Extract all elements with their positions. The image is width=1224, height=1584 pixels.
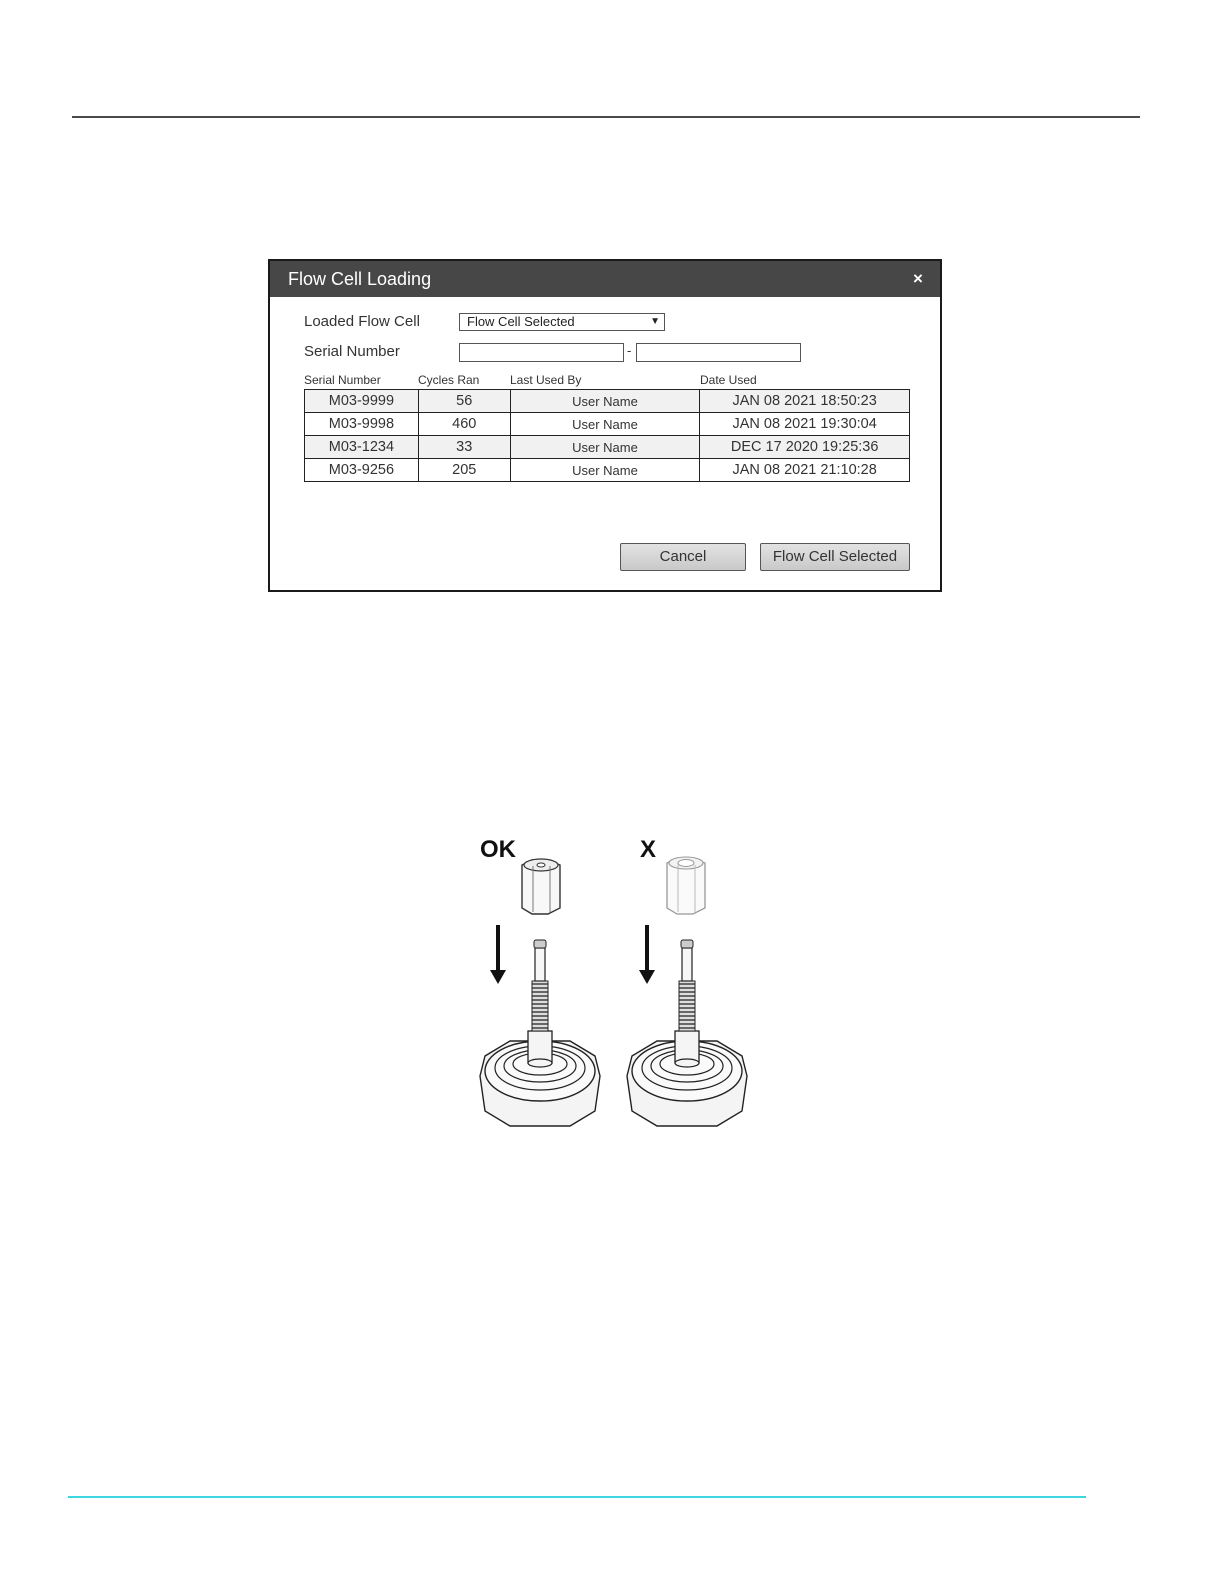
flow-cell-table xyxy=(304,389,910,482)
table-row[interactable] xyxy=(305,459,910,482)
column-header-user: Last Used By xyxy=(510,373,582,387)
cancel-button[interactable]: Cancel xyxy=(620,543,746,571)
dialog-title: Flow Cell Loading xyxy=(288,269,432,289)
serial-number-suffix-input[interactable] xyxy=(636,343,801,362)
table-row[interactable] xyxy=(305,390,910,413)
x-label: X xyxy=(640,836,657,863)
loaded-flow-cell-label: Loaded Flow Cell xyxy=(304,313,420,330)
close-icon[interactable]: × xyxy=(913,269,923,288)
loaded-flow-cell-value: Flow Cell Selected xyxy=(467,314,575,329)
cell-user: User Name xyxy=(510,413,700,436)
down-arrow-icon xyxy=(639,925,655,984)
nut-correct xyxy=(522,859,560,914)
flow-cell-loading-dialog xyxy=(268,259,942,592)
table-row[interactable] xyxy=(305,413,910,436)
cell-serial: M03-9998 xyxy=(305,413,419,436)
chevron-down-icon: ▼ xyxy=(650,316,660,327)
cell-date: JAN 08 2021 18:50:23 xyxy=(700,390,910,413)
fitting-illustration xyxy=(470,830,760,1135)
down-arrow-icon xyxy=(490,925,506,984)
cell-user: User Name xyxy=(510,436,700,459)
cell-user: User Name xyxy=(510,390,700,413)
nut-incorrect xyxy=(667,857,705,914)
cell-cycles: 33 xyxy=(418,436,510,459)
serial-number-label: Serial Number xyxy=(304,343,400,360)
cell-cycles: 56 xyxy=(418,390,510,413)
column-header-date: Date Used xyxy=(700,373,757,387)
table-row[interactable] xyxy=(305,436,910,459)
column-header-serial: Serial Number xyxy=(304,373,381,387)
cell-date: JAN 08 2021 21:10:28 xyxy=(700,459,910,482)
cell-date: JAN 08 2021 19:30:04 xyxy=(700,413,910,436)
fitting-drawing xyxy=(470,830,760,1135)
cell-serial: M03-9256 xyxy=(305,459,419,482)
cell-serial: M03-9999 xyxy=(305,390,419,413)
serial-number-prefix-input[interactable] xyxy=(459,343,624,362)
ok-label: OK xyxy=(480,836,516,863)
cell-cycles: 460 xyxy=(418,413,510,436)
dialog-header xyxy=(270,261,940,297)
cell-user: User Name xyxy=(510,459,700,482)
loaded-flow-cell-select[interactable] xyxy=(459,313,665,331)
cell-serial: M03-1234 xyxy=(305,436,419,459)
header-rule xyxy=(72,116,1140,118)
cell-cycles: 205 xyxy=(418,459,510,482)
column-header-cycles: Cycles Ran xyxy=(418,373,480,387)
serial-separator: - xyxy=(627,343,632,358)
cell-date: DEC 17 2020 19:25:36 xyxy=(700,436,910,459)
footer-rule xyxy=(68,1496,1086,1498)
flow-cell-selected-button[interactable]: Flow Cell Selected xyxy=(760,543,910,571)
